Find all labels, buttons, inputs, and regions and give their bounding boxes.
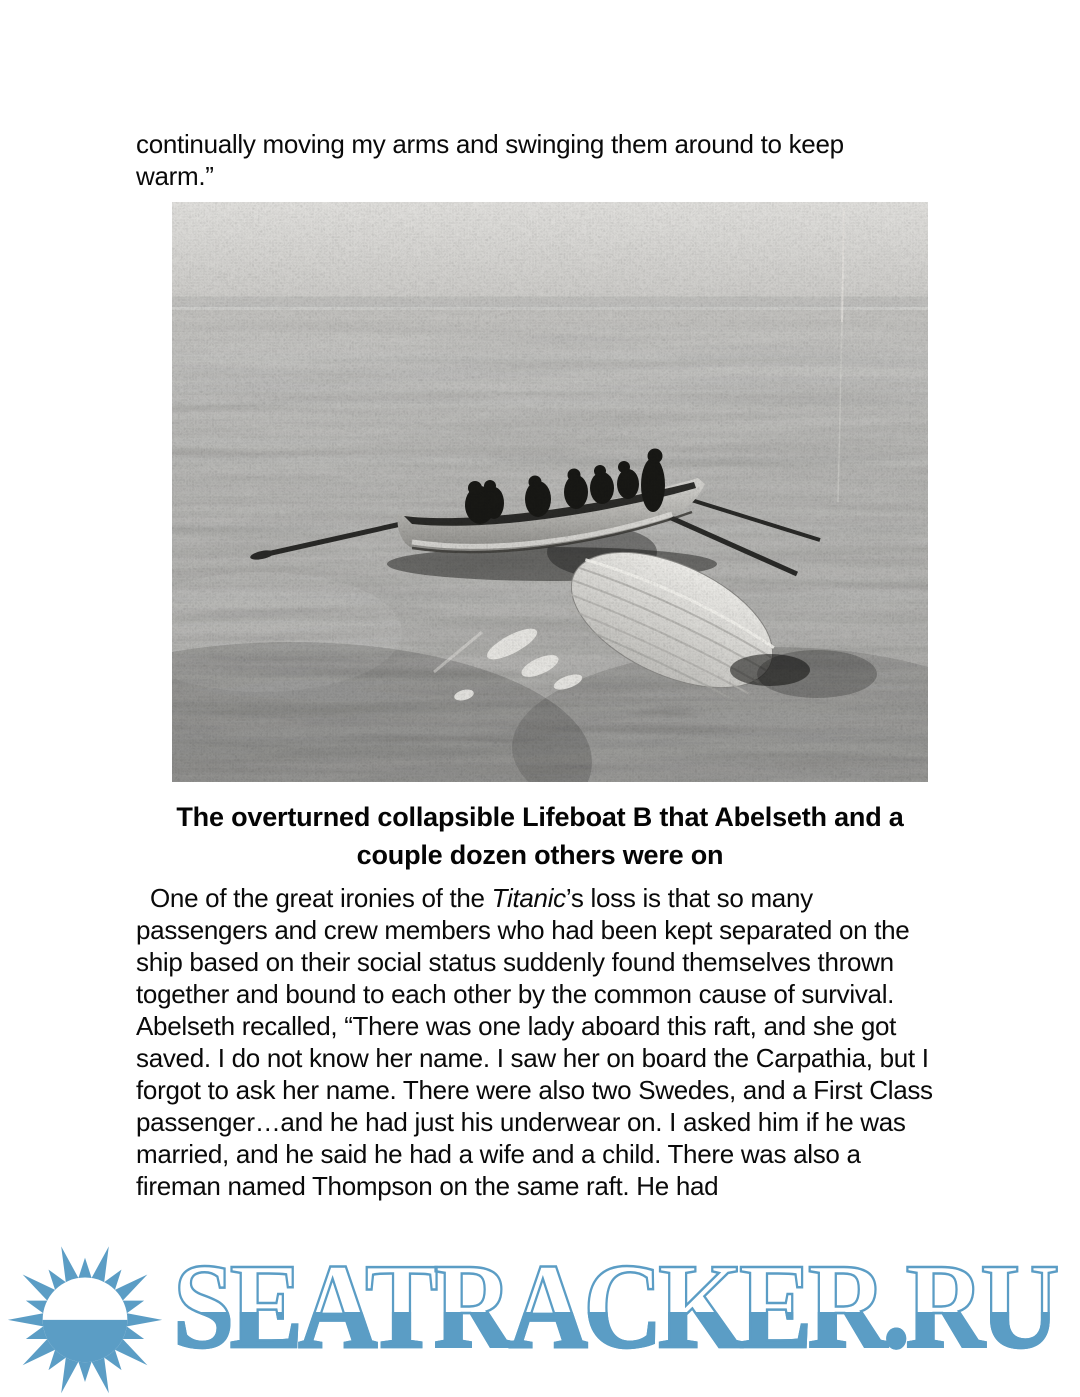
sun-logo-icon <box>5 1237 165 1397</box>
sun-disc-top <box>43 1277 128 1362</box>
lifeboat-photo <box>172 202 928 782</box>
sun-rays <box>8 1246 162 1393</box>
sun-disc-bottom <box>43 1320 128 1362</box>
seatracker-watermark <box>0 1229 1080 1397</box>
photo-caption: The overturned collapsible Lifeboat B that Abelseth and a couple dozen others were on <box>176 802 904 870</box>
lifeboat-photo-art <box>172 202 928 782</box>
body-paragraph-rest: ’s loss is that so many passengers and crew members who had been kept separated on the ship based on their social status suddenly found themselves thrown together and bound to each other by the common cause of survival. Abelseth recalled, “There was one lady aboard this raft, and she got saved. I do not know her name. I saw her on board the Carpathia, but I forgot to ask her name. There were also two Swedes, and a First Class passenger…and he had just his underwear on. I asked him if he was married, and he said he had a wife and a child. There was also a fireman named Thompson on the same raft. He had <box>136 883 940 1201</box>
intro-paragraph: continually moving my arms and swinging them around to keep warm.” <box>136 129 851 191</box>
body-paragraph-lead: One of the great ironies of the <box>150 883 492 913</box>
body-paragraph <box>136 882 951 1202</box>
titanic-italic-word: Titanic <box>491 883 566 913</box>
watermark-site-text: SEATRACKER.RU <box>173 1239 1056 1374</box>
watermark-text-wrap <box>173 1239 1056 1374</box>
